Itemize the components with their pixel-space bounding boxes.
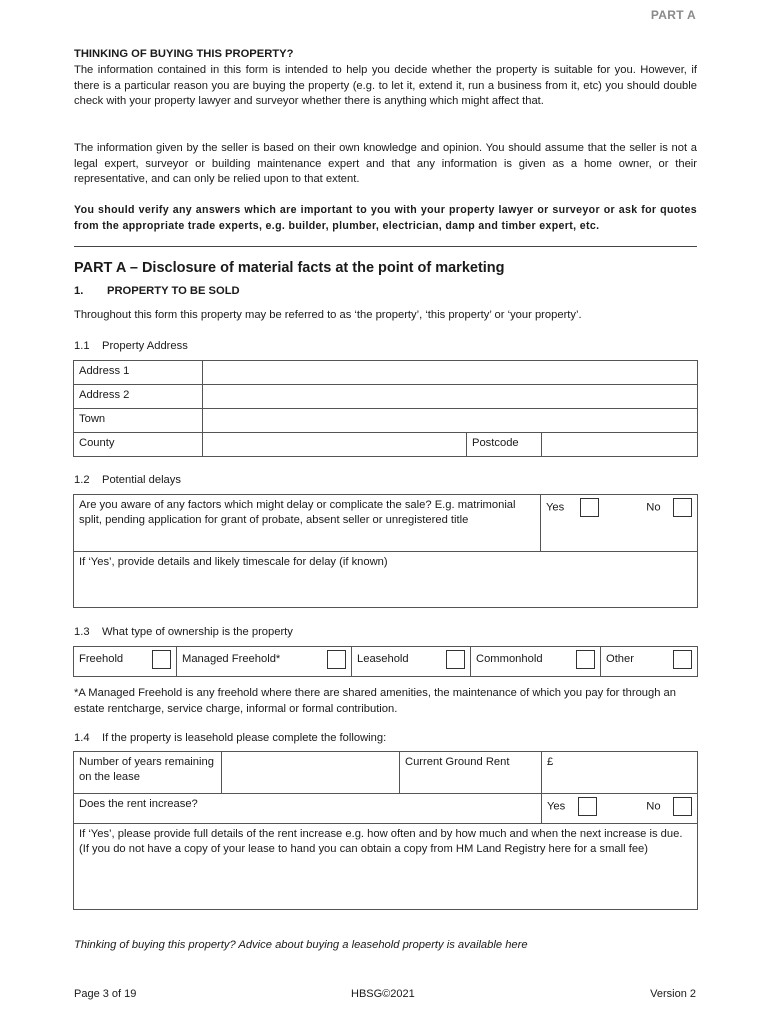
intro-heading: THINKING OF BUYING THIS PROPERTY?	[74, 48, 294, 60]
address2-field[interactable]	[203, 385, 698, 409]
rent-increase-yes-checkbox[interactable]	[578, 797, 597, 816]
delays-question: Are you aware of any factors which might delay or complicate the sale? E.g. matrimonial split, pending application for grant of probate, absent seller or unregistered title	[74, 495, 541, 552]
delays-table	[73, 494, 698, 608]
copyright: HBSG©2021	[351, 988, 415, 1000]
managed-freehold-checkbox[interactable]	[327, 650, 346, 669]
delays-details-field[interactable]	[74, 552, 698, 608]
ownership-table	[73, 646, 698, 677]
delays-answer	[541, 495, 698, 552]
ownership-freehold	[74, 647, 177, 677]
leasehold-table	[73, 751, 698, 910]
managed-freehold-label: Managed Freehold*	[182, 653, 281, 665]
part-a-title: PART A – Disclosure of material facts at the point of marketing	[74, 260, 505, 276]
address1-label: Address 1	[74, 361, 203, 385]
address-heading: 1.1 Property Address	[74, 340, 188, 352]
leasehold-heading: 1.4 If the property is leasehold please complete the following:	[74, 732, 387, 744]
version: Version 2	[650, 988, 696, 1000]
other-label: Other	[606, 653, 634, 665]
intro-paragraph-2: The information given by the seller is based on their own knowledge and opinion. You should assume that the seller is not a legal expert, surveyor or building maintenance expert and that any information is given as a home owner, or their representative, and can only be relied upon to that extent.	[74, 142, 697, 185]
section-note: Throughout this form this property may be referred to as ‘the property’, ‘this property’ or ‘your property’.	[74, 309, 582, 321]
currency-symbol: £	[547, 756, 554, 768]
rent-increase-answer	[542, 794, 698, 824]
intro-paragraph-1: The information contained in this form is intended to help you decide whether the property is suitable for you. However, if there is a particular reason you are buying the property (e.g. to let it, extend it, run a business from it, etc) you should double check with your property lawyer and surveyor whether there is anything which might affect that.	[74, 64, 697, 107]
other-checkbox[interactable]	[673, 650, 692, 669]
town-label: Town	[74, 409, 203, 433]
postcode-field[interactable]	[542, 433, 698, 457]
divider	[74, 246, 697, 247]
rent-increase-details-label: If ‘Yes’, please provide full details of the rent increase e.g. how often and by how much and when the next increase is due. (If you do not have a copy of your lease to hand you can obtain a copy from HM Land Registry here for a small fee)	[79, 828, 683, 855]
ownership-commonhold	[471, 647, 601, 677]
rent-increase-no-checkbox[interactable]	[673, 797, 692, 816]
years-remaining-field[interactable]	[222, 752, 400, 794]
page-number: Page 3 of 19	[74, 988, 137, 1000]
ownership-managed-freehold	[177, 647, 352, 677]
ownership-leasehold	[352, 647, 471, 677]
section-heading	[74, 284, 697, 300]
county-label: County	[74, 433, 203, 457]
delays-no-label: No	[646, 501, 661, 514]
section-title: PROPERTY TO BE SOLD	[107, 285, 240, 297]
ground-rent-field[interactable]	[542, 752, 698, 794]
intro-paragraph-3: You should verify any answers which are important to you with your property lawyer or surveyor or ask for quotes from the appropriate trade experts, e.g. builder, plumber, electrician, damp and timber expert, etc.	[74, 204, 697, 232]
rent-increase-question: Does the rent increase?	[74, 794, 542, 824]
delays-heading: 1.2 Potential delays	[74, 474, 181, 486]
leasehold-checkbox[interactable]	[446, 650, 465, 669]
delays-yes-checkbox[interactable]	[580, 498, 599, 517]
years-remaining-label: Number of years remaining on the lease	[74, 752, 222, 794]
leasehold-advice-link[interactable]: Thinking of buying this property? Advice about buying a leasehold property is available here	[74, 939, 528, 951]
rent-increase-details-field[interactable]	[74, 824, 698, 910]
address2-label: Address 2	[74, 385, 203, 409]
delays-no-checkbox[interactable]	[673, 498, 692, 517]
freehold-checkbox[interactable]	[152, 650, 171, 669]
freehold-label: Freehold	[79, 653, 124, 665]
delays-details-label: If ‘Yes’, provide details and likely timescale for delay (if known)	[79, 556, 388, 568]
rent-increase-yes-label: Yes	[547, 800, 566, 813]
postcode-label: Postcode	[467, 433, 542, 457]
address-table	[73, 360, 698, 457]
delays-yes-label: Yes	[546, 501, 565, 514]
county-field[interactable]	[203, 433, 467, 457]
commonhold-label: Commonhold	[476, 653, 543, 665]
part-header: PART A	[650, 8, 696, 22]
ownership-other	[601, 647, 698, 677]
ownership-heading: 1.3 What type of ownership is the property	[74, 626, 293, 638]
address1-field[interactable]	[203, 361, 698, 385]
section-number: 1.	[74, 285, 84, 297]
leasehold-label: Leasehold	[357, 653, 409, 665]
rent-increase-no-label: No	[646, 800, 661, 813]
commonhold-checkbox[interactable]	[576, 650, 595, 669]
town-field[interactable]	[203, 409, 698, 433]
ground-rent-label: Current Ground Rent	[400, 752, 542, 794]
ownership-footnote: *A Managed Freehold is any freehold where there are shared amenities, the maintenance of which you pay for through an estate rentcharge, service charge, informal or formal contribution.	[74, 687, 677, 715]
